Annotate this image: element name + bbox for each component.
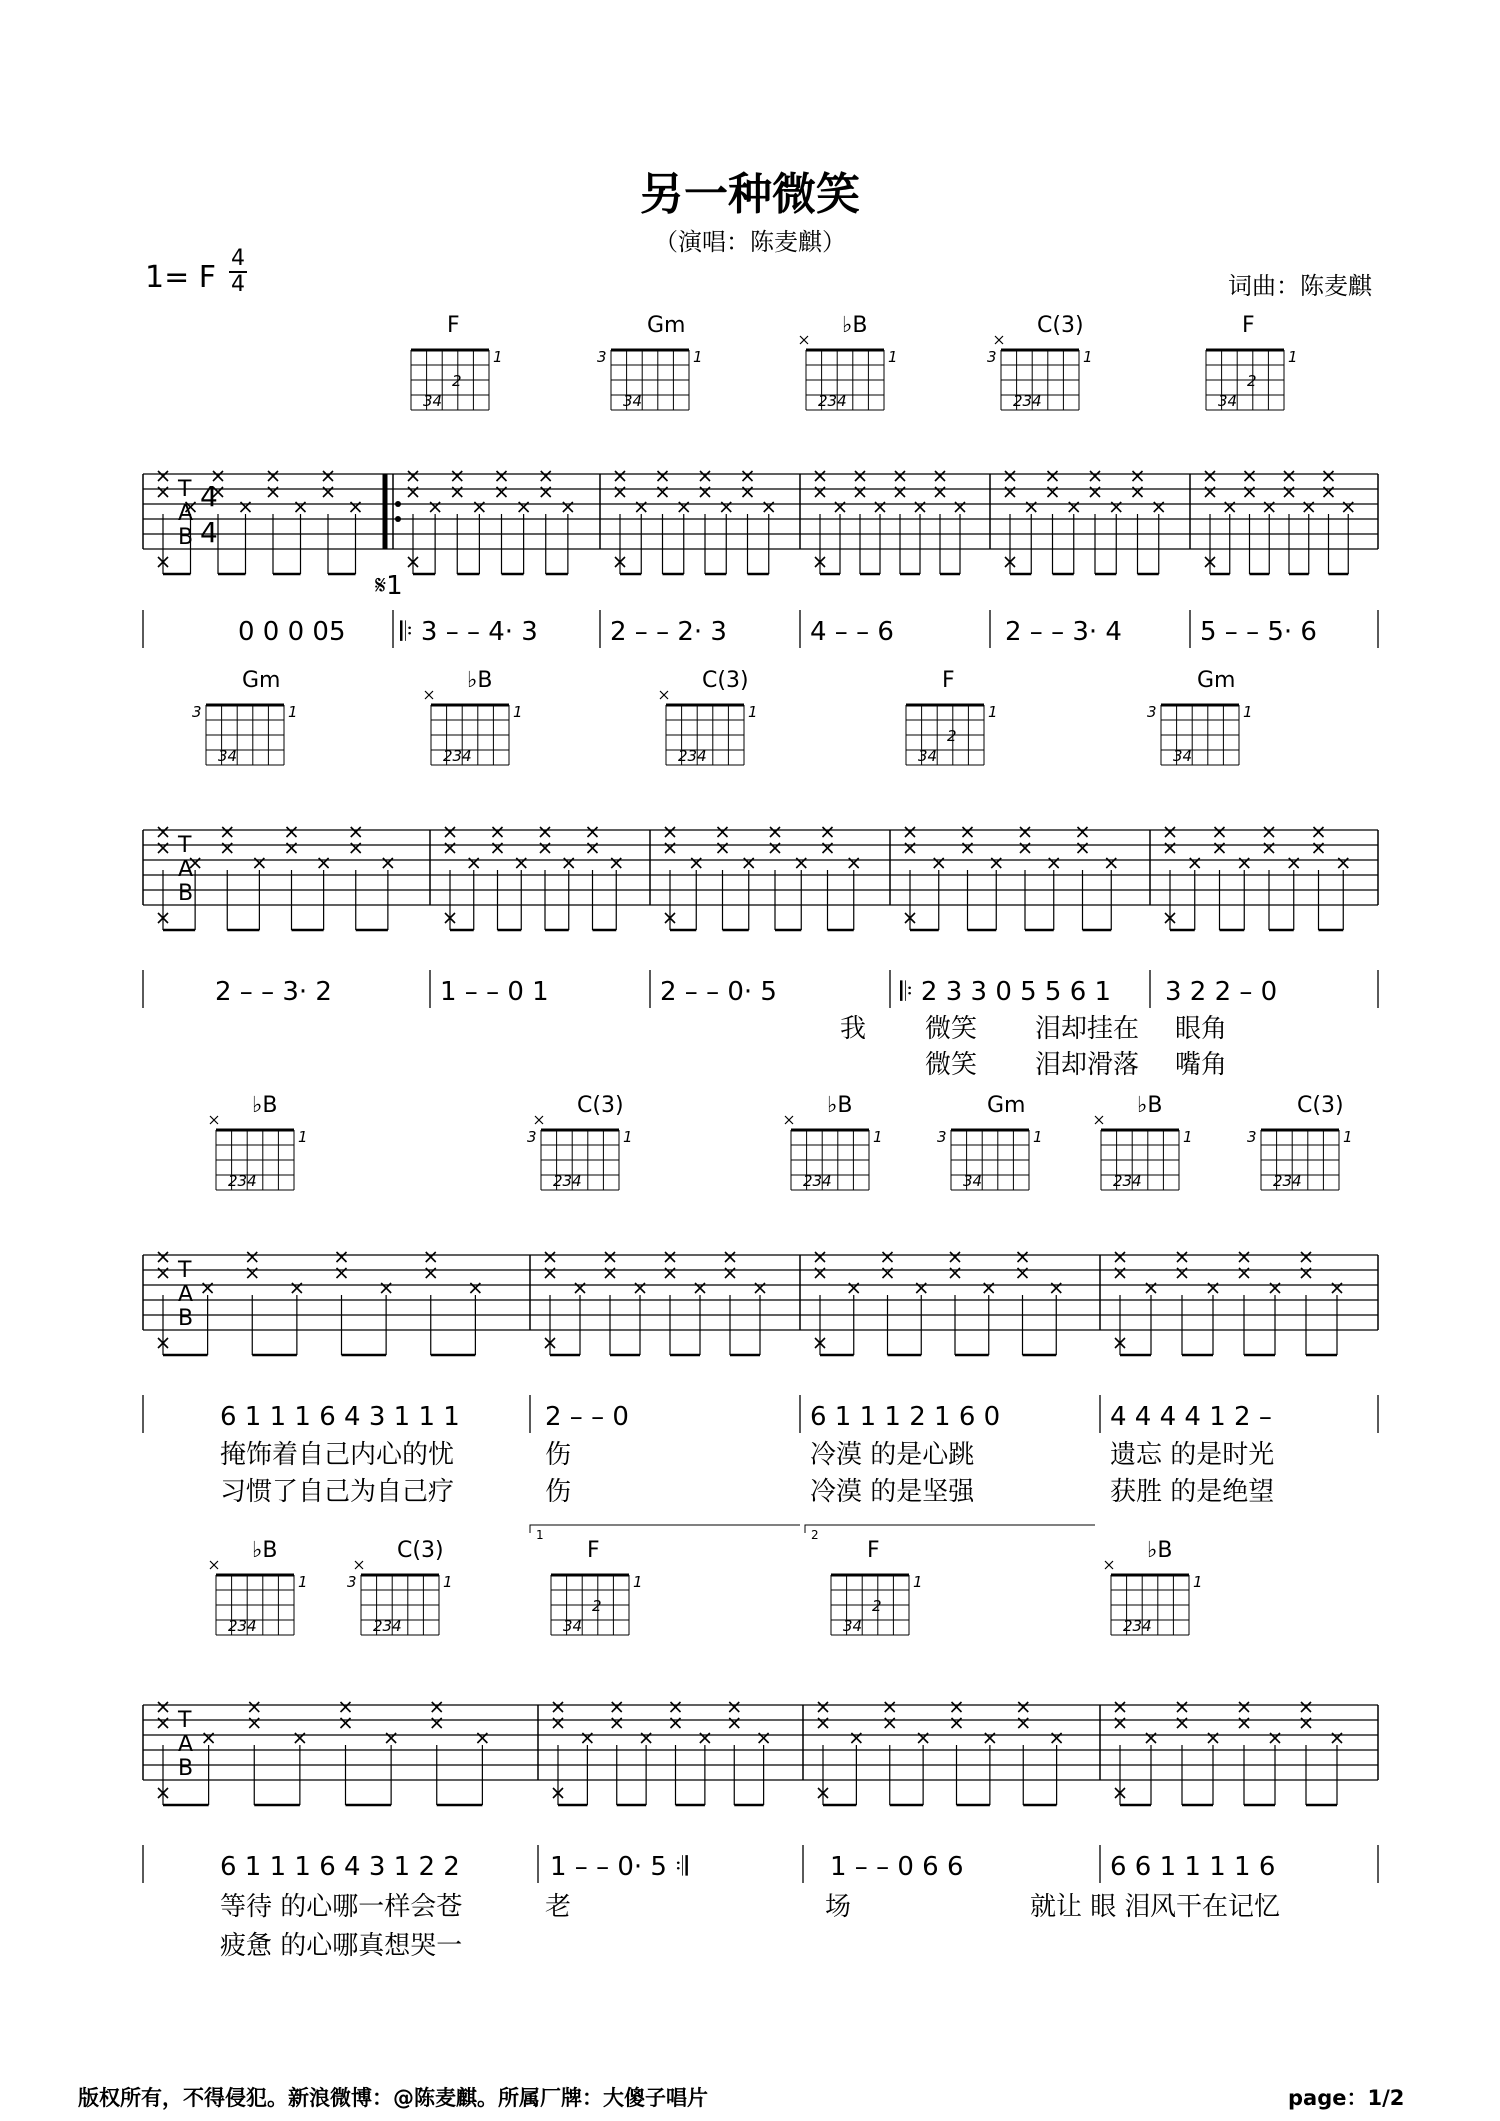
tab-x-note bbox=[1177, 1702, 1187, 1712]
chord-diagram bbox=[411, 313, 503, 410]
tab-x-note bbox=[1245, 471, 1255, 481]
tab-x-note bbox=[1301, 1252, 1311, 1262]
tab-x-note bbox=[1314, 827, 1324, 837]
chord-name: Gm bbox=[987, 1093, 1026, 1118]
chord-fret-number: 3 bbox=[527, 1128, 537, 1146]
tab-x-note bbox=[815, 1252, 825, 1262]
chord-mark: 1 bbox=[298, 1128, 308, 1146]
chord-finger-dot: 2 bbox=[947, 727, 957, 745]
chord-name: ♭B bbox=[1147, 1538, 1173, 1563]
tab-x-note bbox=[658, 471, 668, 481]
jianpu-measure: 4 – – 6 bbox=[810, 617, 894, 647]
chord-fret-number: 3 bbox=[597, 348, 607, 366]
chord-name: ♭B bbox=[842, 313, 868, 338]
copyright-footer: 版权所有，不得侵犯。新浪微博：@陈麦麒。所属厂牌：大傻子唱片 bbox=[78, 2086, 708, 2110]
tab-x-note bbox=[950, 1252, 960, 1262]
chord-diagram bbox=[800, 313, 898, 410]
tab-x-note bbox=[1078, 827, 1088, 837]
chord-diagram bbox=[210, 1538, 308, 1635]
jianpu-measure: 1 – – 0· 5 𝄇 bbox=[550, 1852, 688, 1882]
volta-bracket-1 bbox=[530, 1525, 800, 1533]
chord-name: C(3) bbox=[1037, 313, 1084, 338]
tab-x-note bbox=[895, 471, 905, 481]
repeat-dot bbox=[395, 516, 401, 522]
chord-fingering: 34 bbox=[918, 747, 938, 765]
tab-x-note bbox=[818, 1702, 828, 1712]
lyric-text: 伤 bbox=[545, 1477, 572, 1507]
chord-fret-number: 3 bbox=[937, 1128, 947, 1146]
chord-diagram bbox=[1147, 668, 1253, 765]
jianpu-measure: 𝄆 2 3 3 0 5 5 6 1 bbox=[900, 977, 1112, 1007]
chord-mark: 1 bbox=[1183, 1128, 1193, 1146]
chord-mark: 1 bbox=[288, 703, 298, 721]
tab-x-note bbox=[743, 471, 753, 481]
chord-fingering: 34 bbox=[623, 392, 643, 410]
chord-name: C(3) bbox=[1297, 1093, 1344, 1118]
jianpu-measure: 1 – – 0 6 6 bbox=[830, 1852, 964, 1882]
chord-mute-mark bbox=[995, 336, 1003, 344]
chord-diagram bbox=[987, 313, 1093, 410]
chord-fingering: 234 bbox=[373, 1617, 402, 1635]
tab-clef-letter: A bbox=[178, 857, 194, 882]
lyric-text: 冷漠 的是心跳 bbox=[810, 1440, 975, 1470]
tab-x-note bbox=[905, 827, 915, 837]
chord-mark: 1 bbox=[1033, 1128, 1043, 1146]
tab-clef-letter: B bbox=[178, 881, 194, 906]
jianpu-measure: 6 1 1 1 2 1 6 0 bbox=[810, 1402, 1001, 1432]
chord-diagram bbox=[937, 1093, 1043, 1190]
chord-fingering: 234 bbox=[1123, 1617, 1152, 1635]
tab-x-note bbox=[249, 1702, 259, 1712]
chord-mark: 1 bbox=[748, 703, 758, 721]
chord-mute-mark bbox=[1095, 1116, 1103, 1124]
chord-fret-number: 3 bbox=[987, 348, 997, 366]
lyric-text: 微笑 bbox=[925, 1050, 978, 1080]
tab-x-note bbox=[1284, 471, 1294, 481]
chord-diagram bbox=[347, 1538, 453, 1635]
tab-x-note bbox=[605, 1252, 615, 1262]
chord-diagram bbox=[210, 1093, 308, 1190]
chord-fingering: 34 bbox=[1218, 392, 1238, 410]
chord-finger-dot: 2 bbox=[452, 372, 462, 390]
tab-x-note bbox=[1005, 471, 1015, 481]
tab-x-note bbox=[952, 1702, 962, 1712]
tab-x-note bbox=[158, 1252, 168, 1262]
tab-x-note bbox=[158, 827, 168, 837]
jianpu-measure: 3 2 2 – 0 bbox=[1165, 977, 1278, 1007]
chord-mark: 1 bbox=[513, 703, 523, 721]
tab-x-note bbox=[1264, 827, 1274, 837]
chord-fingering: 234 bbox=[1013, 392, 1042, 410]
chord-fingering: 34 bbox=[963, 1172, 983, 1190]
tab-clef-letter: T bbox=[178, 833, 192, 858]
tab-x-note bbox=[665, 827, 675, 837]
chord-name: C(3) bbox=[577, 1093, 624, 1118]
tab-x-note bbox=[612, 1702, 622, 1712]
chord-name: C(3) bbox=[702, 668, 749, 693]
chord-finger-dot: 2 bbox=[592, 1597, 602, 1615]
chord-name: ♭B bbox=[252, 1093, 278, 1118]
jianpu-measure: 6 6 1 1 1 1 6 bbox=[1110, 1852, 1276, 1882]
segno-sign: 𝄋1 bbox=[375, 571, 403, 601]
tab-x-note bbox=[1215, 827, 1225, 837]
tab-clef-letter: A bbox=[178, 1732, 194, 1757]
tab-x-note bbox=[408, 471, 418, 481]
chord-fingering: 234 bbox=[553, 1172, 582, 1190]
jianpu-measure: 2 – – 0 bbox=[545, 1402, 629, 1432]
tab-x-note bbox=[222, 827, 232, 837]
chord-fingering: 234 bbox=[678, 747, 707, 765]
tab-x-note bbox=[935, 471, 945, 481]
tab-clef-letter: B bbox=[178, 1756, 194, 1781]
lyric-text: 嘴角 bbox=[1175, 1050, 1228, 1080]
chord-mute-mark bbox=[660, 691, 668, 699]
lyric-text: 习惯了自己为自己疗 bbox=[220, 1477, 455, 1507]
chord-diagram bbox=[527, 1093, 633, 1190]
chord-name: ♭B bbox=[252, 1538, 278, 1563]
lyric-text: 场 bbox=[825, 1892, 852, 1922]
lyric-text: 泪却挂在 bbox=[1035, 1014, 1140, 1044]
jianpu-measure: 6 1 1 1 6 4 3 1 1 1 bbox=[220, 1402, 460, 1432]
chord-name: Gm bbox=[1197, 668, 1236, 693]
tab-x-note bbox=[1165, 827, 1175, 837]
chord-mark: 1 bbox=[623, 1128, 633, 1146]
tab-x-note bbox=[158, 1702, 168, 1712]
lyric-text: 伤 bbox=[545, 1440, 572, 1470]
chord-mark: 1 bbox=[443, 1573, 453, 1591]
page-number: page：1/2 bbox=[1288, 2086, 1405, 2110]
chord-name: F bbox=[867, 1538, 880, 1563]
chord-mute-mark bbox=[210, 1116, 218, 1124]
chord-fret-number: 3 bbox=[1247, 1128, 1257, 1146]
chord-fret-number: 3 bbox=[347, 1573, 357, 1591]
tab-x-note bbox=[1177, 1252, 1187, 1262]
chord-fingering: 234 bbox=[1113, 1172, 1142, 1190]
tab-x-note bbox=[1324, 471, 1334, 481]
jianpu-measure: 4 4 4 4 1 2 – bbox=[1110, 1402, 1272, 1432]
chord-diagram bbox=[1247, 1093, 1353, 1190]
tab-x-note bbox=[213, 471, 223, 481]
chord-mute-mark bbox=[425, 691, 433, 699]
chord-fingering: 234 bbox=[228, 1617, 257, 1635]
tab-x-note bbox=[700, 471, 710, 481]
chord-name: Gm bbox=[242, 668, 281, 693]
tab-x-note bbox=[883, 1252, 893, 1262]
chord-fret-number: 3 bbox=[192, 703, 202, 721]
lyric-text: 老 bbox=[545, 1892, 572, 1922]
tab-x-note bbox=[1301, 1702, 1311, 1712]
tab-x-note bbox=[1090, 471, 1100, 481]
tab-time-bottom: 4 bbox=[200, 516, 218, 549]
tab-x-note bbox=[351, 827, 361, 837]
tab-x-note bbox=[287, 827, 297, 837]
chord-diagram bbox=[425, 668, 523, 765]
chord-name: C(3) bbox=[397, 1538, 444, 1563]
tab-x-note bbox=[452, 471, 462, 481]
chord-diagram bbox=[785, 1093, 883, 1190]
lyric-text: 微笑 bbox=[925, 1014, 978, 1044]
volta-number-1: 1 bbox=[536, 1528, 544, 1542]
chord-fingering: 234 bbox=[443, 747, 472, 765]
chord-diagram bbox=[906, 668, 998, 765]
chord-diagram bbox=[597, 313, 703, 410]
tab-x-note bbox=[493, 827, 503, 837]
jianpu-measure: 1 – – 0 1 bbox=[440, 977, 549, 1007]
song-title: 另一种微笑 bbox=[640, 169, 860, 220]
chord-mute-mark bbox=[785, 1116, 793, 1124]
tab-x-note bbox=[268, 471, 278, 481]
chord-finger-dot: 2 bbox=[1247, 372, 1257, 390]
tab-x-note bbox=[1018, 1252, 1028, 1262]
composer-credit: 词曲：陈麦麒 bbox=[1228, 272, 1372, 300]
tab-clef-letter: T bbox=[178, 1258, 192, 1283]
chord-mark: 1 bbox=[888, 348, 898, 366]
jianpu-measure: 0 0 0 05 bbox=[238, 617, 346, 647]
chord-mark: 1 bbox=[633, 1573, 643, 1591]
tab-x-note bbox=[1239, 1252, 1249, 1262]
chord-finger-dot: 2 bbox=[872, 1597, 882, 1615]
chord-name: ♭B bbox=[827, 1093, 853, 1118]
chord-fingering: 234 bbox=[228, 1172, 257, 1190]
chord-mark: 1 bbox=[913, 1573, 923, 1591]
jianpu-measure: 2 – – 0· 5 bbox=[660, 977, 777, 1007]
lyric-text: 冷漠 的是坚强 bbox=[810, 1477, 975, 1507]
chord-mark: 1 bbox=[493, 348, 503, 366]
tab-x-note bbox=[725, 1252, 735, 1262]
jianpu-measure: 2 – – 2· 3 bbox=[610, 617, 727, 647]
time-signature-bottom: 4 bbox=[231, 272, 245, 297]
tab-x-note bbox=[323, 471, 333, 481]
tab-x-note bbox=[497, 471, 507, 481]
tab-x-note bbox=[885, 1702, 895, 1712]
chord-mark: 1 bbox=[1343, 1128, 1353, 1146]
volta-number-2: 2 bbox=[811, 1528, 819, 1542]
tab-clef-letter: B bbox=[178, 525, 194, 550]
tab-x-note bbox=[963, 827, 973, 837]
lyric-text: 遗忘 的是时光 bbox=[1110, 1440, 1275, 1470]
lyric-text: 获胜 的是绝望 bbox=[1110, 1477, 1275, 1507]
chord-fingering: 34 bbox=[218, 747, 238, 765]
tab-x-note bbox=[541, 471, 551, 481]
chord-diagram bbox=[1095, 1093, 1193, 1190]
chord-mute-mark bbox=[210, 1561, 218, 1569]
chord-fingering: 234 bbox=[818, 392, 847, 410]
tab-x-note bbox=[671, 1702, 681, 1712]
chord-fingering: 234 bbox=[1273, 1172, 1302, 1190]
chord-mark: 1 bbox=[873, 1128, 883, 1146]
jianpu-measure: 2 – – 3· 2 bbox=[215, 977, 332, 1007]
tab-x-note bbox=[718, 827, 728, 837]
chord-name: Gm bbox=[647, 313, 686, 338]
tab-x-note bbox=[432, 1702, 442, 1712]
chord-fingering: 34 bbox=[423, 392, 443, 410]
tab-x-note bbox=[540, 827, 550, 837]
chord-diagram bbox=[1105, 1538, 1203, 1635]
singer-credit: （演唱：陈麦麒） bbox=[654, 228, 846, 256]
chord-mark: 1 bbox=[1243, 703, 1253, 721]
tab-x-note bbox=[770, 827, 780, 837]
tab-x-note bbox=[341, 1702, 351, 1712]
tab-x-note bbox=[823, 827, 833, 837]
chord-mark: 1 bbox=[693, 348, 703, 366]
tab-x-note bbox=[1239, 1702, 1249, 1712]
chord-diagram bbox=[660, 668, 758, 765]
chord-mute-mark bbox=[1105, 1561, 1113, 1569]
tab-x-note bbox=[553, 1702, 563, 1712]
lyric-text: 等待 的心哪一样会苍 bbox=[220, 1892, 463, 1922]
lyric-text: 眼角 bbox=[1175, 1014, 1228, 1044]
tab-x-note bbox=[588, 827, 598, 837]
tab-x-note bbox=[545, 1252, 555, 1262]
tab-x-note bbox=[1133, 471, 1143, 481]
tab-x-note bbox=[1018, 1702, 1028, 1712]
chord-mute-mark bbox=[355, 1561, 363, 1569]
lyric-text: 我 bbox=[840, 1014, 867, 1044]
tab-clef-letter: A bbox=[178, 501, 194, 526]
chord-fingering: 34 bbox=[563, 1617, 583, 1635]
chord-diagram bbox=[831, 1538, 923, 1635]
tab-x-note bbox=[1020, 827, 1030, 837]
tab-clef-letter: A bbox=[178, 1282, 194, 1307]
tab-x-note bbox=[426, 1252, 436, 1262]
chord-name: F bbox=[447, 313, 460, 338]
repeat-dot bbox=[395, 501, 401, 507]
tab-x-note bbox=[1115, 1252, 1125, 1262]
tab-x-note bbox=[615, 471, 625, 481]
lyric-text: 风干在记忆 bbox=[1150, 1892, 1281, 1922]
tab-clef-letter: T bbox=[178, 1708, 192, 1733]
tab-x-note bbox=[665, 1252, 675, 1262]
chord-fret-number: 3 bbox=[1147, 703, 1157, 721]
lyric-text: 泪却滑落 bbox=[1035, 1050, 1140, 1080]
lyric-text: 就让 眼 泪 bbox=[1030, 1892, 1151, 1922]
tab-clef-letter: B bbox=[178, 1306, 194, 1331]
jianpu-measure: 6 1 1 1 6 4 3 1 2 2 bbox=[220, 1852, 460, 1882]
lyric-text: 掩饰着自己内心的忧 bbox=[220, 1440, 455, 1470]
tab-clef-letter: T bbox=[178, 477, 192, 502]
chord-diagram bbox=[1206, 313, 1298, 410]
tab-x-note bbox=[729, 1702, 739, 1712]
chord-mark: 1 bbox=[988, 703, 998, 721]
chord-diagram bbox=[551, 1538, 643, 1635]
jianpu-measure: 5 – – 5· 6 bbox=[1200, 617, 1317, 647]
chord-mute-mark bbox=[535, 1116, 543, 1124]
chord-name: F bbox=[1242, 313, 1255, 338]
lyric-text: 疲惫 的心哪真想哭一 bbox=[220, 1931, 463, 1961]
jianpu-measure: 2 – – 3· 4 bbox=[1005, 617, 1122, 647]
tab-x-note bbox=[855, 471, 865, 481]
chord-mute-mark bbox=[800, 336, 808, 344]
chord-fingering: 34 bbox=[843, 1617, 863, 1635]
jianpu-measure: 𝄆 3 – – 4· 3 bbox=[400, 617, 538, 647]
tab-time-top: 4 bbox=[200, 480, 218, 513]
volta-bracket-2 bbox=[805, 1525, 1095, 1533]
tab-x-note bbox=[1048, 471, 1058, 481]
chord-mark: 1 bbox=[1193, 1573, 1203, 1591]
chord-name: ♭B bbox=[1137, 1093, 1163, 1118]
chord-name: ♭B bbox=[467, 668, 493, 693]
chord-diagram bbox=[192, 668, 298, 765]
key-signature: 1= F bbox=[145, 260, 217, 295]
tab-x-note bbox=[337, 1252, 347, 1262]
chord-mark: 1 bbox=[1083, 348, 1093, 366]
tab-x-note bbox=[247, 1252, 257, 1262]
tab-x-note bbox=[445, 827, 455, 837]
chord-fingering: 234 bbox=[803, 1172, 832, 1190]
tab-x-note bbox=[158, 471, 168, 481]
chord-fingering: 34 bbox=[1173, 747, 1193, 765]
time-signature-top: 4 bbox=[231, 246, 245, 271]
chord-name: F bbox=[942, 668, 955, 693]
chord-mark: 1 bbox=[1288, 348, 1298, 366]
chord-mark: 1 bbox=[298, 1573, 308, 1591]
tab-x-note bbox=[815, 471, 825, 481]
chord-name: F bbox=[587, 1538, 600, 1563]
tab-x-note bbox=[1115, 1702, 1125, 1712]
tab-x-note bbox=[1205, 471, 1215, 481]
